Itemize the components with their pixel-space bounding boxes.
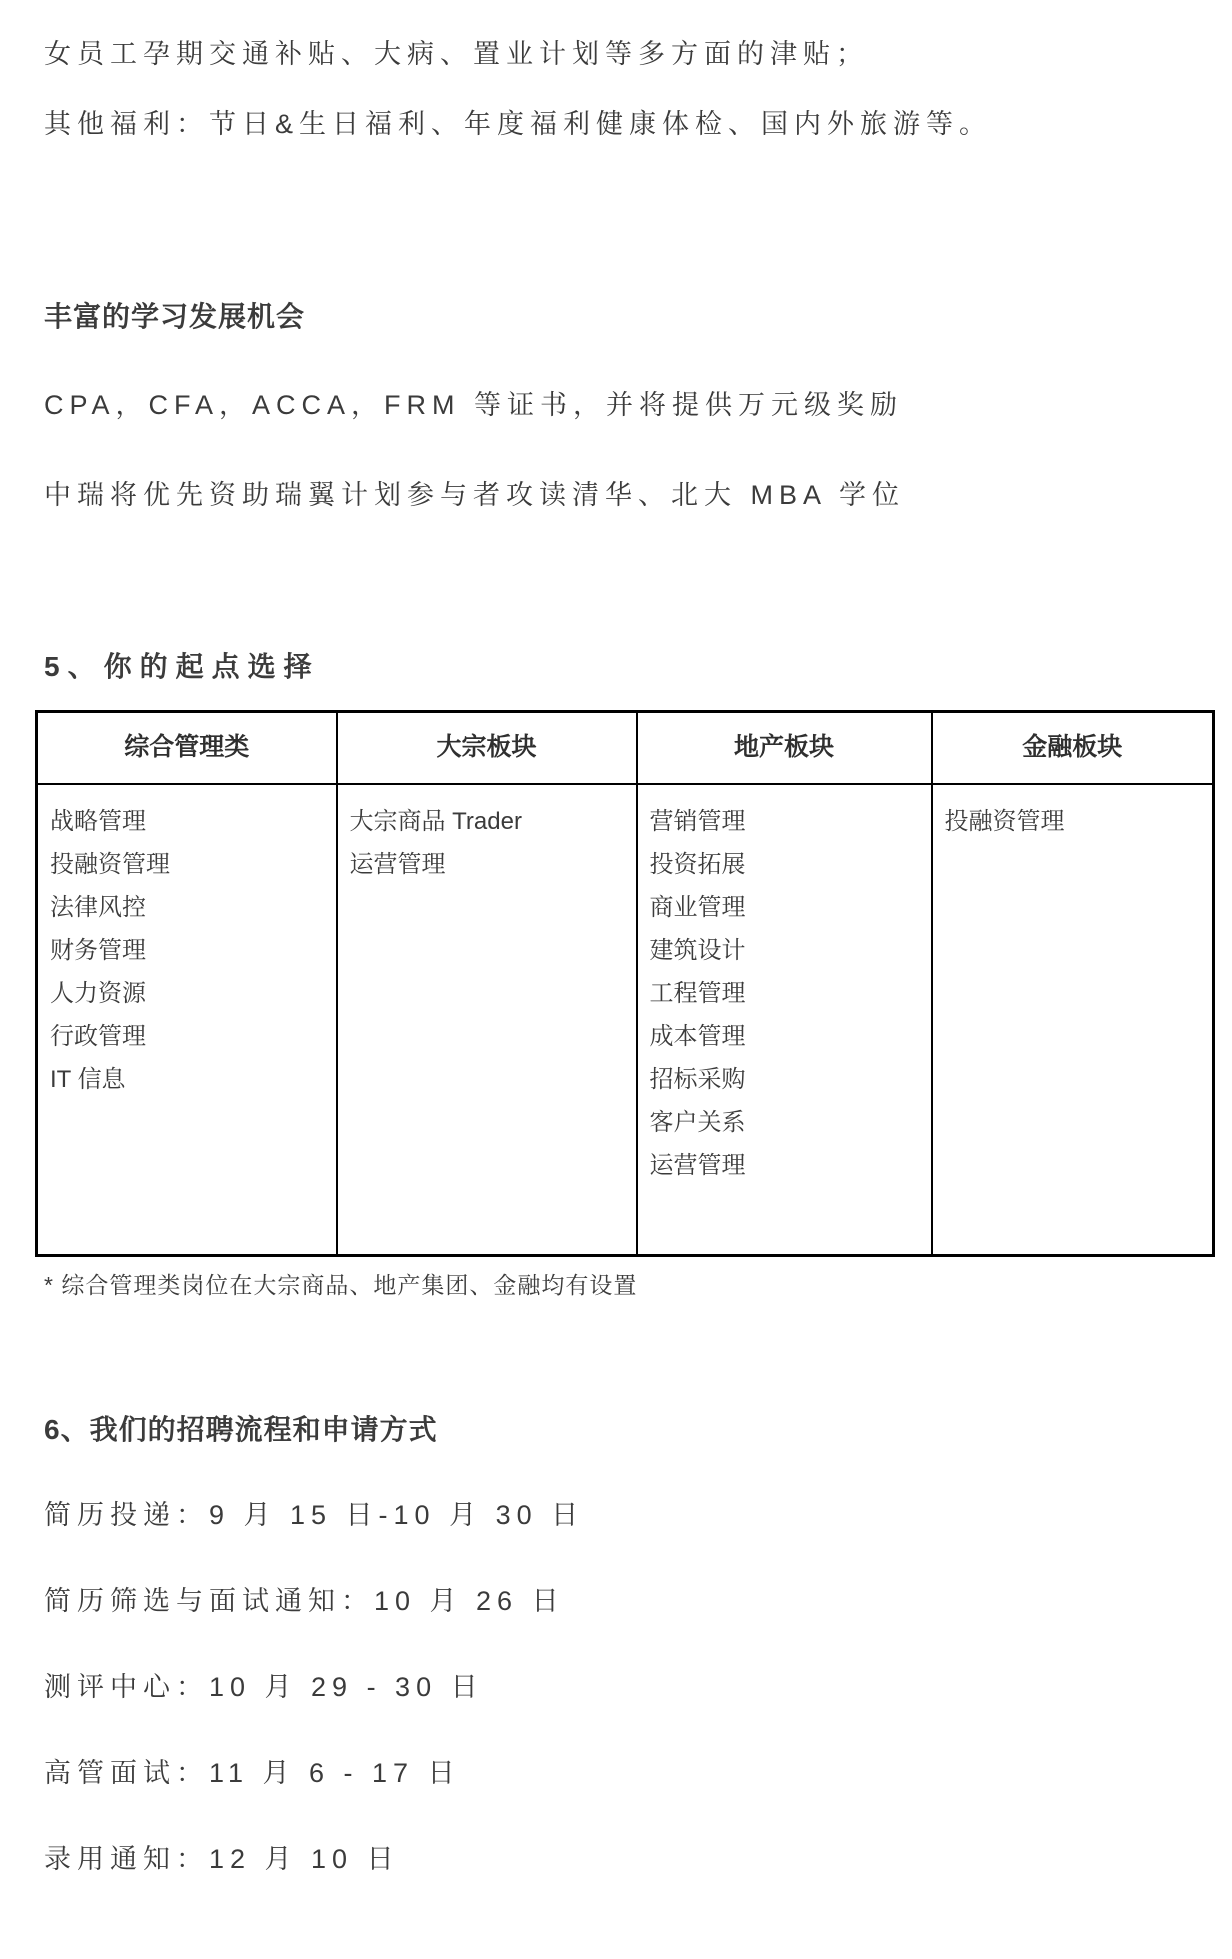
table-header-general-management: 综合管理类 <box>37 712 337 785</box>
table-cell-item: 人力资源 <box>50 980 146 1007</box>
table-body-row <box>37 784 1214 1256</box>
starting-point-table <box>35 710 1215 1257</box>
table-cell-item: 投融资管理 <box>944 808 1065 835</box>
table-footnote: * 综合管理类岗位在大宗商品、地产集团、金融均有设置 <box>44 1272 638 1298</box>
table-cell-item: 财务管理 <box>50 937 146 964</box>
section6-heading: 6、我们的招聘流程和申请方式 <box>44 1414 438 1445</box>
table-header-finance: 金融板块 <box>932 712 1214 785</box>
recruitment-step-screening-notice: 简历筛选与面试通知：10 月 26 日 <box>44 1586 565 1616</box>
learning-paragraph-2: 中瑞将优先资助瑞翼计划参与者攻读清华、北大 MBA 学位 <box>44 480 906 510</box>
table-cell-item: IT 信息 <box>50 1066 126 1093</box>
table-cell-general-management <box>37 784 337 1256</box>
learning-paragraph-1: CPA，CFA，ACCA，FRM 等证书，并将提供万元级奖励 <box>44 390 904 420</box>
learning-section-heading: 丰富的学习发展机会 <box>44 301 306 332</box>
table-cell-item: 大宗商品 Trader <box>349 808 522 835</box>
table-cell-real-estate <box>637 784 932 1256</box>
table-cell-item: 成本管理 <box>649 1023 746 1050</box>
table-header-real-estate: 地产板块 <box>637 712 932 785</box>
recruitment-step-offer-notice: 录用通知：12 月 10 日 <box>44 1844 400 1874</box>
table-cell-item: 运营管理 <box>649 1152 746 1179</box>
table-cell-item: 投资拓展 <box>649 851 746 878</box>
table-header-row <box>37 712 1214 785</box>
table-cell-item: 法律风控 <box>50 894 146 921</box>
table-cell-commodities <box>337 784 637 1256</box>
recruitment-step-executive-interview: 高管面试：11 月 6 - 17 日 <box>44 1758 461 1788</box>
table-cell-item: 投融资管理 <box>50 851 170 878</box>
table-cell-item: 营销管理 <box>649 808 746 835</box>
recruitment-step-assessment-center: 测评中心：10 月 29 - 30 日 <box>44 1672 484 1702</box>
recruitment-step-resume-submission: 简历投递：9 月 15 日-10 月 30 日 <box>44 1500 585 1530</box>
table-cell-item: 建筑设计 <box>649 937 746 964</box>
table-cell-item: 商业管理 <box>649 894 746 921</box>
benefit-paragraph-1: 女员工孕期交通补贴、大病、置业计划等多方面的津贴； <box>44 39 869 69</box>
table-cell-item: 工程管理 <box>649 980 746 1007</box>
document-page <box>0 37 1232 1959</box>
table-cell-item: 客户关系 <box>649 1109 746 1136</box>
table-cell-item: 战略管理 <box>50 808 146 835</box>
table-cell-item: 招标采购 <box>649 1066 746 1093</box>
section5-heading: 5、你的起点选择 <box>44 651 320 682</box>
table-cell-item: 运营管理 <box>349 851 446 878</box>
table-header-commodities: 大宗板块 <box>337 712 637 785</box>
table-cell-finance <box>932 784 1214 1256</box>
table-cell-item: 行政管理 <box>50 1023 146 1050</box>
benefit-paragraph-2: 其他福利：节日&生日福利、年度福利健康体检、国内外旅游等。 <box>44 109 993 139</box>
